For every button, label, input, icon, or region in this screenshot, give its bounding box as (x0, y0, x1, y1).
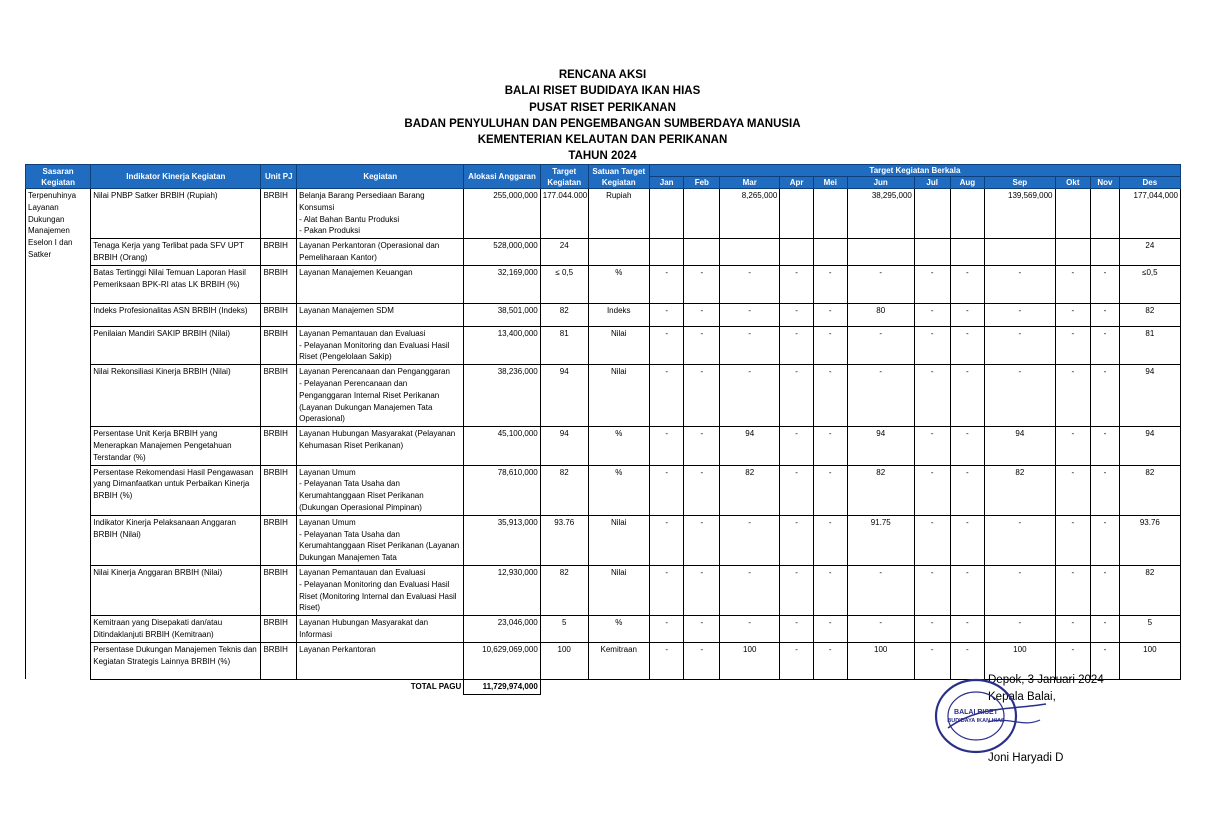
rencana-aksi-table (25, 164, 1181, 695)
header-unit: Unit PJ (261, 165, 297, 189)
cell-month: - (780, 303, 814, 326)
title-line: RENCANA AKSI (558, 69, 647, 81)
official-stamp (928, 676, 1048, 756)
cell-month: 24 (1119, 239, 1180, 266)
cell-month (684, 189, 720, 239)
cell-unit: BRBIH (261, 303, 297, 326)
cell-month: - (985, 616, 1055, 643)
cell-month: 82 (985, 465, 1055, 515)
cell-month (914, 189, 950, 239)
cell-month (950, 239, 985, 266)
cell-kegiatan: Layanan Manajemen SDM (297, 303, 464, 326)
cell-alokasi: 38,501,000 (464, 303, 540, 326)
cell-month: - (950, 515, 985, 565)
cell-month: 80 (847, 303, 914, 326)
cell-month: - (780, 326, 814, 364)
cell-month: 94 (847, 427, 914, 465)
cell-indikator: Indikator Kinerja Pelaksanaan Anggaran BRBIH (Nilai) (91, 515, 261, 565)
cell-month (720, 239, 780, 266)
cell-month: - (720, 565, 780, 615)
cell-satuan: Nilai (588, 365, 649, 427)
cell-sasaran: Terpenuhinya Layanan Dukungan Manajemen Eselon I dan Satker (26, 189, 91, 680)
cell-month: 100 (720, 642, 780, 679)
cell-month (1091, 189, 1120, 239)
cell-month: - (813, 616, 847, 643)
cell-month (649, 239, 684, 266)
cell-indikator: Kemitraan yang Disepakati dan/atau Ditindaklanjuti BRBIH (Kemitraan) (91, 616, 261, 643)
total-label: TOTAL PAGU (410, 681, 462, 691)
cell-month: - (813, 565, 847, 615)
cell-month: - (914, 515, 950, 565)
cell-target: 177.044.000 (540, 189, 588, 239)
cell-indikator: Persentase Rekomendasi Hasil Pengawasan yang Dimanfaatkan untuk Perbaikan Kinerja BRBIH (%) (91, 465, 261, 515)
table-row (26, 616, 1181, 643)
cell-month (914, 239, 950, 266)
cell-alokasi: 45,100,000 (464, 427, 540, 465)
header-kegiatan: Kegiatan (297, 165, 464, 189)
total-value: 11,729,974,000 (464, 679, 540, 694)
cell-month: - (914, 326, 950, 364)
title-line: PUSAT RISET PERIKANAN (529, 101, 676, 114)
cell-alokasi: 35,913,000 (464, 515, 540, 565)
cell-satuan: % (588, 465, 649, 515)
cell-target: 94 (540, 365, 588, 427)
cell-month: - (914, 427, 950, 465)
cell-alokasi: 23,046,000 (464, 616, 540, 643)
cell-month: - (780, 265, 814, 303)
cell-month: - (813, 465, 847, 515)
cell-month: - (847, 365, 914, 427)
cell-month: - (950, 365, 985, 427)
cell-month: - (1091, 303, 1120, 326)
cell-month: - (780, 427, 814, 465)
cell-month: - (813, 303, 847, 326)
cell-month: - (914, 565, 950, 615)
cell-month: 177,044,000 (1119, 189, 1180, 239)
cell-target: 93.76 (540, 515, 588, 565)
cell-month: - (649, 616, 684, 643)
cell-month (813, 239, 847, 266)
table-row (26, 365, 1181, 427)
cell-unit: BRBIH (261, 365, 297, 427)
stamp-line-1: BALAI RISET (954, 709, 998, 716)
cell-indikator: Nilai Rekonsiliasi Kinerja BRBIH (Nilai) (91, 365, 261, 427)
cell-month: - (813, 265, 847, 303)
table-row (26, 265, 1181, 303)
cell-unit: BRBIH (261, 326, 297, 364)
cell-alokasi: 13,400,000 (464, 326, 540, 364)
cell-month: - (1055, 427, 1091, 465)
cell-month: - (985, 565, 1055, 615)
table-row (26, 465, 1181, 515)
table-row (26, 303, 1181, 326)
cell-month: - (684, 465, 720, 515)
cell-kegiatan: Layanan Manajemen Keuangan (297, 265, 464, 303)
cell-month (985, 239, 1055, 266)
cell-satuan (588, 239, 649, 266)
cell-month: - (1091, 565, 1120, 615)
cell-alokasi: 12,930,000 (464, 565, 540, 615)
stamp-line-2: BUDIDAYA IKAN HIAS (947, 718, 1005, 724)
cell-satuan: % (588, 616, 649, 643)
header-sasaran: Sasaran Kegiatan (26, 165, 91, 189)
cell-target: 82 (540, 303, 588, 326)
cell-satuan: % (588, 427, 649, 465)
cell-month: 93.76 (1119, 515, 1180, 565)
header-month: Jun (847, 177, 914, 189)
cell-satuan: Kemitraan (588, 642, 649, 679)
cell-month: - (914, 642, 950, 679)
table-row (26, 427, 1181, 465)
cell-month: 5 (1119, 616, 1180, 643)
cell-unit: BRBIH (261, 239, 297, 266)
header-month: Feb (684, 177, 720, 189)
cell-target: 94 (540, 427, 588, 465)
cell-kegiatan: Layanan Perkantoran (297, 642, 464, 679)
title-line: TAHUN 2024 (568, 150, 637, 163)
cell-month: 82 (1119, 465, 1180, 515)
cell-month: - (914, 303, 950, 326)
cell-month: - (1055, 465, 1091, 515)
title-line: KEMENTERIAN KELAUTAN DAN PERIKANAN (477, 134, 728, 147)
cell-month: - (950, 427, 985, 465)
cell-month: - (649, 265, 684, 303)
cell-month: - (649, 303, 684, 326)
cell-month: - (1091, 265, 1120, 303)
header-month: Sep (985, 177, 1055, 189)
cell-month: - (649, 465, 684, 515)
header-month: Apr (780, 177, 814, 189)
cell-month: - (684, 303, 720, 326)
cell-month: - (1091, 326, 1120, 364)
cell-unit: BRBIH (261, 616, 297, 643)
cell-indikator: Penilaian Mandiri SAKIP BRBIH (Nilai) (91, 326, 261, 364)
cell-month (780, 189, 814, 239)
table-row (26, 515, 1181, 565)
cell-kegiatan: Layanan Perencanaan dan Penganggaran - Pelayanan Perencanaan dan Penganggaran Internal Riset Perikanan (Layanan Dukungan Manajemen Tata Operasional) (297, 365, 464, 427)
cell-month (813, 189, 847, 239)
header-satuan: Satuan Target Kegiatan (588, 165, 649, 189)
cell-month: 100 (1119, 642, 1180, 679)
cell-month: - (1091, 616, 1120, 643)
cell-month: - (1091, 427, 1120, 465)
cell-month: - (985, 515, 1055, 565)
cell-month: 94 (985, 427, 1055, 465)
cell-month: 38,295,000 (847, 189, 914, 239)
cell-month: 139,569,000 (985, 189, 1055, 239)
cell-target: 100 (540, 642, 588, 679)
header-target: Target Kegiatan (540, 165, 588, 189)
cell-unit: BRBIH (261, 427, 297, 465)
cell-month: - (950, 465, 985, 515)
cell-month: 91.75 (847, 515, 914, 565)
table-row (26, 565, 1181, 615)
cell-month: - (914, 616, 950, 643)
cell-month: - (985, 303, 1055, 326)
cell-kegiatan: Belanja Barang Persediaan Barang Konsumsi - Alat Bahan Bantu Produksi - Pakan Produksi (297, 189, 464, 239)
cell-month: - (1091, 642, 1120, 679)
cell-month: 82 (1119, 303, 1180, 326)
cell-indikator: Persentase Unit Kerja BRBIH yang Menerapkan Manajemen Pengetahuan Terstandar (%) (91, 427, 261, 465)
cell-month: - (1091, 465, 1120, 515)
cell-alokasi: 32,169,000 (464, 265, 540, 303)
cell-month: 100 (985, 642, 1055, 679)
cell-unit: BRBIH (261, 265, 297, 303)
cell-month: - (950, 303, 985, 326)
cell-indikator: Nilai Kinerja Anggaran BRBIH (Nilai) (91, 565, 261, 615)
cell-month: - (780, 515, 814, 565)
cell-target: 82 (540, 465, 588, 515)
cell-month (847, 239, 914, 266)
cell-month: - (649, 515, 684, 565)
cell-month: - (1091, 365, 1120, 427)
cell-month: - (720, 616, 780, 643)
cell-month: - (684, 616, 720, 643)
cell-month: - (1055, 616, 1091, 643)
cell-month: - (914, 465, 950, 515)
cell-kegiatan: Layanan Perkantoran (Operasional dan Pemeliharaan Kantor) (297, 239, 464, 266)
cell-unit: BRBIH (261, 515, 297, 565)
cell-month: - (950, 642, 985, 679)
cell-month: - (985, 326, 1055, 364)
cell-month (649, 189, 684, 239)
cell-month: - (950, 326, 985, 364)
cell-month: - (985, 365, 1055, 427)
cell-month: 8,265,000 (720, 189, 780, 239)
cell-month: 82 (1119, 565, 1180, 615)
header-alokasi: Alokasi Anggaran (464, 165, 540, 189)
cell-month: - (1055, 365, 1091, 427)
cell-month: - (780, 365, 814, 427)
cell-target: 24 (540, 239, 588, 266)
cell-month: - (1055, 565, 1091, 615)
header-month: Mei (813, 177, 847, 189)
cell-satuan: Nilai (588, 565, 649, 615)
cell-month: - (780, 642, 814, 679)
cell-month: - (950, 565, 985, 615)
header-indikator: Indikator Kinerja Kegiatan (91, 165, 261, 189)
cell-month: - (847, 326, 914, 364)
cell-satuan: % (588, 265, 649, 303)
cell-month: - (720, 326, 780, 364)
cell-month: - (720, 265, 780, 303)
cell-alokasi: 10,629,069,000 (464, 642, 540, 679)
cell-month: 100 (847, 642, 914, 679)
cell-indikator: Persentase Dukungan Manajemen Teknis dan Kegiatan Strategis Lainnya BRBIH (%) (91, 642, 261, 679)
cell-month: - (1055, 303, 1091, 326)
cell-month: - (684, 515, 720, 565)
cell-kegiatan: Layanan Umum - Pelayanan Tata Usaha dan Kerumahtanggaan Riset Perikanan (Dukungan Operasional Pimpinan) (297, 465, 464, 515)
cell-month: - (684, 427, 720, 465)
header-month: Jul (914, 177, 950, 189)
cell-unit: BRBIH (261, 189, 297, 239)
cell-month: 82 (847, 465, 914, 515)
cell-indikator: Nilai PNBP Satker BRBIH (Rupiah) (91, 189, 261, 239)
cell-month: - (950, 616, 985, 643)
cell-month: - (1091, 515, 1120, 565)
cell-month: - (684, 326, 720, 364)
cell-alokasi: 38,236,000 (464, 365, 540, 427)
cell-month: - (813, 427, 847, 465)
cell-month: - (649, 427, 684, 465)
header-target-berkala: Target Kegiatan Berkala (649, 165, 1180, 177)
cell-month: - (720, 303, 780, 326)
cell-month: - (1055, 642, 1091, 679)
cell-kegiatan: Layanan Pemantauan dan Evaluasi - Pelayanan Monitoring dan Evaluasi Hasil Riset (Pengelolaan Sakip) (297, 326, 464, 364)
cell-unit: BRBIH (261, 565, 297, 615)
cell-month: - (914, 365, 950, 427)
cell-target: 81 (540, 326, 588, 364)
cell-satuan: Nilai (588, 326, 649, 364)
cell-month: - (720, 515, 780, 565)
cell-satuan: Rupiah (588, 189, 649, 239)
cell-month: - (684, 642, 720, 679)
cell-month (684, 239, 720, 266)
cell-month: 82 (720, 465, 780, 515)
header-month: Mar (720, 177, 780, 189)
cell-satuan: Indeks (588, 303, 649, 326)
signature-name: Joni Haryadi D (988, 752, 1064, 764)
cell-month: - (847, 265, 914, 303)
signature-date: Depok, 3 Januari 2024 (988, 674, 1104, 686)
header-month: Des (1119, 177, 1180, 189)
cell-month: - (985, 265, 1055, 303)
cell-month: - (1055, 326, 1091, 364)
cell-month: ≤0,5 (1119, 265, 1180, 303)
cell-alokasi: 255,000,000 (464, 189, 540, 239)
cell-month: - (914, 265, 950, 303)
cell-month: - (684, 365, 720, 427)
cell-indikator: Batas Tertinggi Nilai Temuan Laporan Hasil Pemeriksaan BPK-RI atas LK BRBIH (%) (91, 265, 261, 303)
cell-month (1091, 239, 1120, 266)
cell-month: - (780, 465, 814, 515)
cell-month (1055, 189, 1091, 239)
header-month: Nov (1091, 177, 1120, 189)
cell-month (1055, 239, 1091, 266)
cell-satuan: Nilai (588, 515, 649, 565)
cell-target: ≤ 0,5 (540, 265, 588, 303)
cell-month: - (847, 616, 914, 643)
cell-month: - (1055, 515, 1091, 565)
cell-month: 81 (1119, 326, 1180, 364)
cell-indikator: Tenaga Kerja yang Terlibat pada SFV UPT BRBIH (Orang) (91, 239, 261, 266)
cell-month: - (813, 642, 847, 679)
cell-unit: BRBIH (261, 465, 297, 515)
cell-month: - (950, 265, 985, 303)
cell-month: - (780, 565, 814, 615)
header-month: Aug (950, 177, 985, 189)
cell-kegiatan: Layanan Pemantauan dan Evaluasi - Pelayanan Monitoring dan Evaluasi Hasil Riset (Monitoring Internal dan Evaluasi Hasil Riset) (297, 565, 464, 615)
cell-unit: BRBIH (261, 642, 297, 679)
cell-month: - (813, 365, 847, 427)
cell-alokasi: 78,610,000 (464, 465, 540, 515)
cell-kegiatan: Layanan Hubungan Masyarakat dan Informasi (297, 616, 464, 643)
signature-role: Kepala Balai, (988, 691, 1056, 703)
cell-month: - (813, 515, 847, 565)
cell-month (780, 239, 814, 266)
cell-month: - (847, 565, 914, 615)
title-line: BADAN PENYULUHAN DAN PENGEMBANGAN SUMBERDAYA MANUSIA (404, 117, 801, 130)
cell-month: - (1055, 265, 1091, 303)
table-row (26, 239, 1181, 266)
cell-month: 94 (1119, 365, 1180, 427)
header-month: Jan (649, 177, 684, 189)
cell-month: - (649, 642, 684, 679)
cell-month: - (684, 565, 720, 615)
cell-month: - (649, 365, 684, 427)
cell-month: - (684, 265, 720, 303)
title-line: BALAI RISET BUDIDAYA IKAN HIAS (504, 85, 701, 98)
cell-month: 94 (1119, 427, 1180, 465)
cell-month (950, 189, 985, 239)
cell-kegiatan: Layanan Umum - Pelayanan Tata Usaha dan Kerumahtanggaan Riset Perikanan (Layanan Dukungan Manajemen Tata (297, 515, 464, 565)
cell-month: - (780, 616, 814, 643)
cell-month: - (813, 326, 847, 364)
cell-indikator: Indeks Profesionalitas ASN BRBIH (Indeks) (91, 303, 261, 326)
table-row (26, 189, 1181, 239)
cell-alokasi: 528,000,000 (464, 239, 540, 266)
cell-month: - (649, 565, 684, 615)
table-row (26, 326, 1181, 364)
cell-month: - (649, 326, 684, 364)
header-month: Okt (1055, 177, 1091, 189)
cell-month: - (720, 365, 780, 427)
cell-target: 5 (540, 616, 588, 643)
cell-month: 94 (720, 427, 780, 465)
cell-target: 82 (540, 565, 588, 615)
document-title-block (0, 67, 1205, 165)
cell-kegiatan: Layanan Hubungan Masyarakat (Pelayanan Kehumasan Riset Perikanan) (297, 427, 464, 465)
